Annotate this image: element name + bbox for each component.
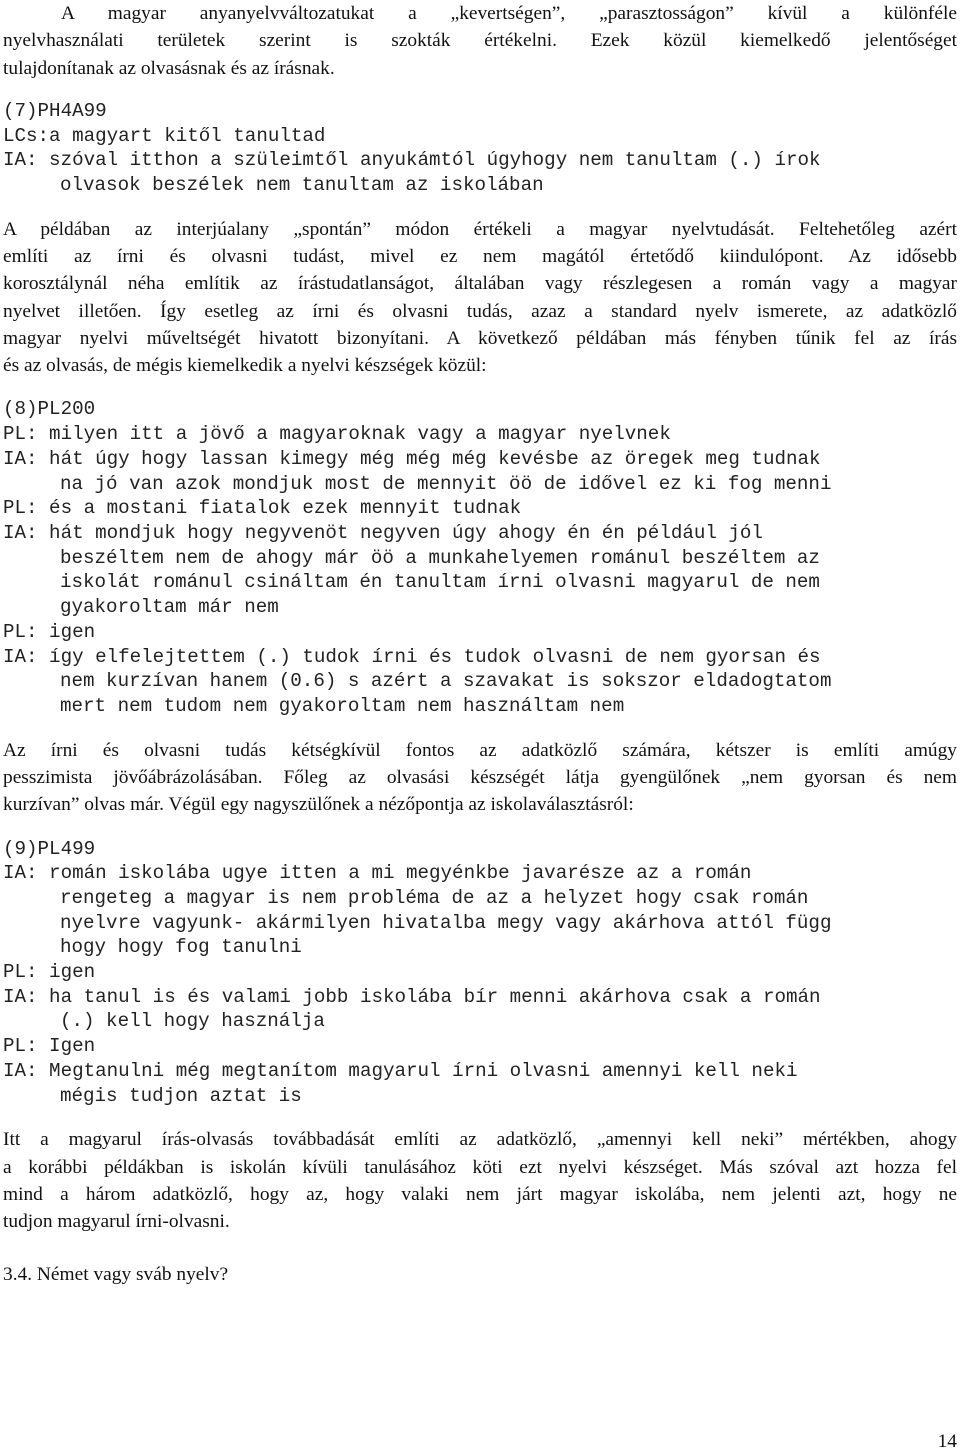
turn-line: IA: Megtanulni még megtanítom magyarul írni olvasni amennyi kell neki [3, 1059, 798, 1082]
paragraph-line: magyar nyelvi műveltségét hivatott bizonyítani. A következő példában más fényben tűnik fel az írás [3, 327, 957, 349]
paragraph-line: A magyar anyanyelvváltozatukat a „kevertségen”, „parasztosságon” kívül a különféle [61, 3, 957, 24]
turn-line: nyelvre vagyunk- akármilyen hivatalba megy vagy akárhova attól függ [60, 911, 832, 934]
paragraph-line: Az írni és olvasni tudás kétségkívül fontos az adatközlő számára, kétszer is említi amúgy [3, 739, 957, 761]
turn-line: IA: így elfelejtettem (.) tudok írni és tudok olvasni de nem gyorsan és [3, 645, 821, 668]
transcript-turn [3, 960, 957, 985]
turn-line: nem kurzívan hanem (0.6) s azért a szavakat is sokszor eldadogtatom [60, 670, 832, 693]
turn-line: beszéltem nem de ahogy már öö a munkahelyemen románul beszéltem az [60, 546, 820, 569]
paragraph-line: tudjon magyarul írni-olvasni. [3, 1211, 230, 1233]
transcript-turn [3, 861, 957, 960]
transcript-example-8 [3, 397, 957, 718]
transcript-turn [3, 496, 957, 521]
turn-line: PL: milyen itt a jövő a magyaroknak vagy a magyar nyelvnek [3, 423, 671, 446]
turn-line: mert nem tudom nem gyakoroltam nem használtam nem [60, 694, 625, 717]
transcript-turn [3, 148, 957, 197]
turn-line: IA: szóval itthon a szüleimtől anyukámtól úgyhogy nem tanultam (.) írok [3, 149, 821, 172]
turn-line: PL: igen [3, 620, 96, 643]
paragraph-line: a korábbi példákban is iskolán kívüli tanulásához köti ezt nyelvi készséget. Más szóval azt hozza fel [3, 1156, 957, 1178]
transcript-turn [3, 620, 957, 645]
example-id: (9)PL499 [3, 837, 96, 860]
paragraph-line: tulajdonítanak az olvasásnak és az írásnak. [3, 57, 335, 79]
transcript-turn [3, 1034, 957, 1059]
transcript-turn [3, 985, 957, 1034]
turn-line: (.) kell hogy használja [60, 1010, 325, 1033]
paragraph-line: pesszimista jövőábrázolásában. Főleg az olvasási készségét látja gyengülőnek „nem gyorsan és nem [3, 766, 957, 788]
section-heading: 3.4. Német vagy sváb nyelv? [3, 1264, 229, 1286]
turn-line: na jó van azok mondjuk most de mennyit öö de idővel ez ki fog menni [60, 472, 832, 495]
paragraph-line: kurzívan” olvas már. Végül egy nagyszülőnek a nézőpontja az iskolaválasztásról: [3, 794, 634, 816]
turn-line: mégis tudjon aztat is [60, 1084, 302, 1107]
page-number: 14 [937, 1431, 957, 1452]
paragraph-line: korosztálynál néha említik az írástudatlanságot, általában vagy részlegesen a román vagy a magyar [3, 273, 957, 295]
turn-line: IA: román iskolába ugye itten a mi megyénkbe javarésze az a román [3, 862, 752, 885]
paragraph-analysis-1 [3, 216, 957, 380]
turn-line: hogy hogy fog tanulni [60, 936, 302, 959]
turn-line: gyakoroltam már nem [60, 596, 279, 619]
turn-line: IA: hát mondjuk hogy negyvenöt negyven úgy ahogy én én például jól [3, 522, 763, 544]
paragraph-analysis-3 [3, 1126, 957, 1235]
transcript-turn [3, 447, 957, 496]
paragraph-line: A példában az interjúalany „spontán” módon értékeli a magyar nyelvtudását. Feltehetőleg azért [3, 218, 957, 240]
example-id: (8)PL200 [3, 398, 96, 421]
turn-line: IA: ha tanul is és valami jobb iskolába bír menni akárhova csak a román [3, 985, 821, 1008]
paragraph-line: mind a három adatközlő, hogy az, hogy valaki nem járt magyar iskolába, nem jelenti azt, hogy ne [3, 1183, 957, 1205]
paragraph-line: nyelvet illetően. Így esetleg az írni és olvasni tudás, azaz a standard nyelv ismerete, az adatközlő [3, 300, 957, 322]
transcript-example-7 [3, 99, 957, 198]
paragraph-intro [3, 0, 957, 82]
turn-line: LCs:a magyart kitől tanultad [3, 124, 326, 147]
paragraph-line: említi az írni és olvasni tudást, mivel ez nem magától értetődő kiindulópont. Az idősebb [3, 246, 957, 267]
transcript-turn [3, 422, 957, 447]
transcript-turn [3, 1059, 957, 1108]
paragraph-line: nyelvhasználati területek szerint is szokták értékelni. Ezek közül kiemelkedő jelentőséget [3, 30, 957, 52]
turn-line: olvasok beszélek nem tanultam az iskolában [60, 174, 544, 196]
example-id: (7)PH4A99 [3, 99, 107, 122]
turn-line: PL: és a mostani fiatalok ezek mennyit tudnak [3, 497, 522, 520]
turn-line: iskolát románul csináltam én tanultam írni olvasni magyarul de nem [60, 571, 820, 594]
transcript-turn [3, 124, 957, 149]
transcript-turn [3, 645, 957, 719]
paragraph-line: és az olvasás, de mégis kiemelkedik a nyelvi készségek közül: [3, 355, 487, 377]
turn-line: PL: Igen [3, 1035, 96, 1058]
paragraph-line: Itt a magyarul írás-olvasás továbbadását említi az adatközlő, „amennyi kell neki” mértékben, ahogy [3, 1129, 957, 1151]
turn-line: rengeteg a magyar is nem probléma de az a helyzet hogy csak román [60, 886, 809, 909]
transcript-turn [3, 521, 957, 620]
turn-line: PL: igen [3, 961, 96, 984]
paragraph-analysis-2 [3, 737, 957, 819]
document-page [3, 0, 957, 1288]
transcript-example-9 [3, 837, 957, 1109]
turn-line: IA: hát úgy hogy lassan kimegy még még még kevésbe az öregek meg tudnak [3, 447, 821, 470]
